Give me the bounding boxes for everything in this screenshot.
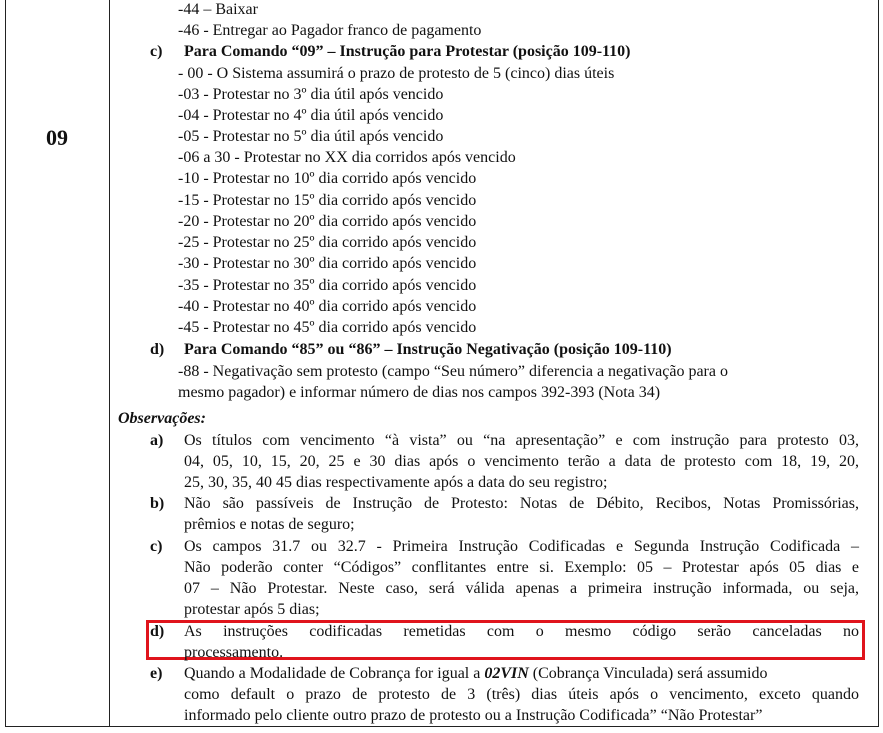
obs-c-line: protestar após 5 dias; <box>184 601 320 618</box>
section-c-item: -45 - Protestar no 45º dia corrido após vencido <box>178 319 477 336</box>
obs-letter: a) <box>150 432 164 449</box>
modalidade-code: 02VIN <box>484 665 529 682</box>
obs-e-line1 <box>184 664 859 685</box>
obs-c-line: Não poderão conter “Códigos” conflitantes entre si. Exemplo: 05 – Protestar após 05 dias e <box>184 559 859 576</box>
section-c-item: -25 - Protestar no 25º dia corrido após vencido <box>178 234 477 251</box>
section-c-item: -35 - Protestar no 35º dia corrido após vencido <box>178 277 477 294</box>
section-c-item: -40 - Protestar no 40º dia corrido após vencido <box>178 298 477 315</box>
obs-letter: e) <box>150 665 163 682</box>
code-cell <box>5 0 110 726</box>
obs-a-line: 04, 05, 10, 15, 20, 25 e 30 dias após o vencimento terão a data de protesto com 18, 19, 20, <box>184 453 859 470</box>
obs-e-line: como default o prazo de protesto de 3 (três) dias úteis após o vencimento, exceto quando <box>184 686 859 703</box>
section-c-item: -20 - Protestar no 20º dia corrido após vencido <box>178 213 477 230</box>
section-c-item: -05 - Protestar no 5º dia útil após vencido <box>178 128 444 145</box>
obs-a-line: Os títulos com vencimento “à vista” ou “na apresentação” e com instrução para protesto 03, <box>184 432 859 449</box>
observacoes-heading: Observações: <box>118 410 206 427</box>
section-c-item: -06 a 30 - Protestar no XX dia corridos após vencido <box>178 149 516 166</box>
obs-c-line: Os campos 31.7 ou 32.7 - Primeira Instrução Codificadas e Segunda Instrução Codificada – <box>184 538 859 555</box>
line-entregar: -46 - Entregar ao Pagador franco de pagamento <box>178 22 482 39</box>
obs-letter: d) <box>150 623 165 640</box>
obs-b-line: prêmios e notas de seguro; <box>184 516 355 533</box>
section-c-item: -15 - Protestar no 15º dia corrido após vencido <box>178 192 477 209</box>
section-c-title: Para Comando “09” – Instrução para Protestar (posição 109-110) <box>184 43 631 60</box>
obs-e-line: informado pelo cliente outro prazo de protesto ou a Instrução Codificada” “Não Protestar” <box>184 707 763 724</box>
section-c-item: -03 - Protestar no 3º dia útil após vencido <box>178 86 444 103</box>
obs-d-line: processamento. <box>184 644 284 661</box>
section-d-line: mesmo pagador) e informar número de dias nos campos 392-393 (Nota 34) <box>178 384 661 401</box>
section-c-item: -04 - Protestar no 4º dia útil após vencido <box>178 107 444 124</box>
section-d-line: -88 - Negativação sem protesto (campo “Seu número” diferencia a negativação para o <box>178 363 728 380</box>
obs-letter: b) <box>150 495 165 512</box>
section-d-title: Para Comando “85” ou “86” – Instrução Negativação (posição 109-110) <box>184 341 672 358</box>
obs-letter: c) <box>150 538 163 555</box>
line-baixar: -44 – Baixar <box>178 1 258 18</box>
obs-d-line: As instruções codificadas remetidas com o mesmo código serão canceladas no <box>184 623 859 640</box>
section-d-letter: d) <box>150 341 165 358</box>
section-c-letter: c) <box>150 43 163 60</box>
obs-b-line: Não são passíveis de Instrução de Protesto: Notas de Débito, Recibos, Notas Promissórias, <box>184 495 859 512</box>
section-c-item: -10 - Protestar no 10º dia corrido após vencido <box>178 170 477 187</box>
section-c-item: -30 - Protestar no 30º dia corrido após vencido <box>178 255 477 272</box>
obs-e-line1-lead: Quando a Modalidade de Cobrança for igual a 02VIN (Cobrança Vinculada) será assumido <box>184 665 768 682</box>
obs-a-line: 25, 30, 35, 40 45 dias respectivamente após a data do seu registro; <box>184 474 608 491</box>
obs-c-line: 07 – Não Protestar. Neste caso, será válida apenas a primeira instrução informada, ou seja, <box>184 580 859 597</box>
row-code: 09 <box>46 125 68 150</box>
section-c-item: - 00 - O Sistema assumirá o prazo de protesto de 5 (cinco) dias úteis <box>178 65 615 82</box>
